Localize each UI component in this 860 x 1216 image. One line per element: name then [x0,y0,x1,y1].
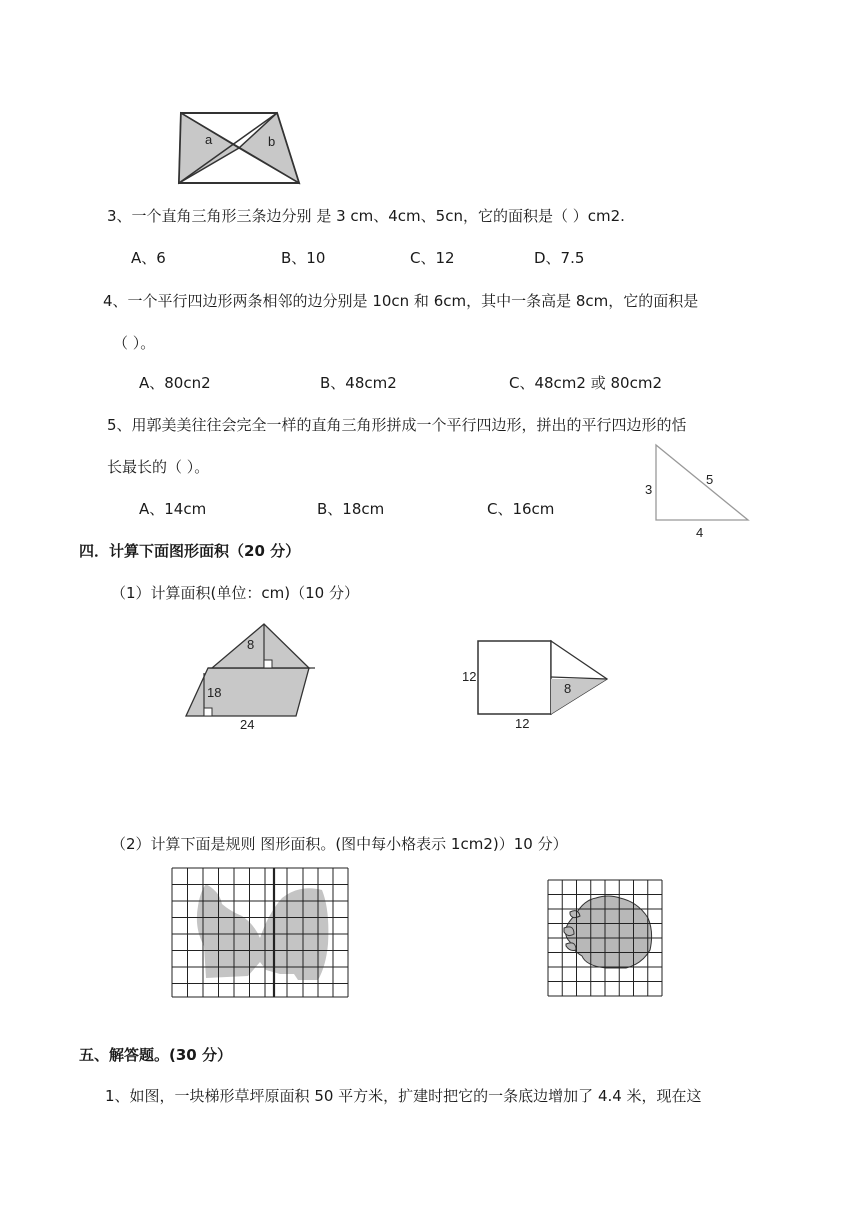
q3-option-a: A、6 [131,249,166,267]
q3-option-c: C、12 [410,249,455,267]
grid-rooster-figure [170,866,350,1001]
fig2-label-bottom: 12 [515,716,530,731]
fig1-label-tri-height: 8 [247,637,255,652]
section-5-question-1: 1、如图，一块梯形草坪原面积 50 平方米，扩建时把它的一条底边增加了 4.4 米，现在这 [105,1087,702,1105]
square-triangle-figure [460,635,620,735]
fig1-label-para-height: 18 [207,685,222,700]
section-4-title: 四．计算下面图形面积（20 分） [79,542,301,560]
question-4-blank: （ ）。 [113,334,156,352]
label-a: a [205,132,213,147]
grid-blob-figure [546,878,666,1000]
q4-option-b: B、48cm2 [320,374,397,392]
right-triangle-figure [640,440,755,540]
triangle-label-left: 3 [645,482,653,497]
triangle-label-hyp: 5 [706,472,714,487]
q4-option-a: A、80cn2 [139,374,211,392]
section-5-title: 五、解答题。(30 分） [79,1046,232,1064]
fig1-label-base: 24 [240,717,255,732]
question-3: 3、一个直角三角形三条边分别 是 3 cm、4cm、5cn，它的面积是（ ）cm2. [107,207,625,225]
triangle-parallelogram-figure [180,618,320,733]
section-4-part-1: （1）计算面积(单位：cm)（10 分） [111,584,359,602]
fig2-label-side: 12 [462,669,477,684]
q4-option-c: C、48cm2 或 80cm2 [509,374,662,392]
q3-option-d: D、7.5 [534,249,585,267]
q5-option-b: B、18cm [317,500,385,518]
section-4-part-2: （2）计算下面是规则 图形面积。(图中每小格表示 1cm2)）10 分） [111,835,568,853]
label-b: b [268,134,276,149]
triangle-label-bottom: 4 [696,525,704,540]
question-4: 4、一个平行四边形两条相邻的边分别是 10cn 和 6cm，其中一条高是 8cm，它的面积是 [103,292,699,310]
fig2-label-tri-height: 8 [564,681,572,696]
trapezoid-diagonals-figure [170,108,310,190]
q3-option-b: B、10 [281,249,326,267]
q5-option-a: A、14cm [139,500,207,518]
question-5-blank: 长最长的（ ）。 [107,458,210,476]
question-5: 5、用郭美美往往会完全一样的直角三角形拼成一个平行四边形，拼出的平行四边形的恬 [107,416,687,434]
q5-option-c: C、16cm [487,500,555,518]
